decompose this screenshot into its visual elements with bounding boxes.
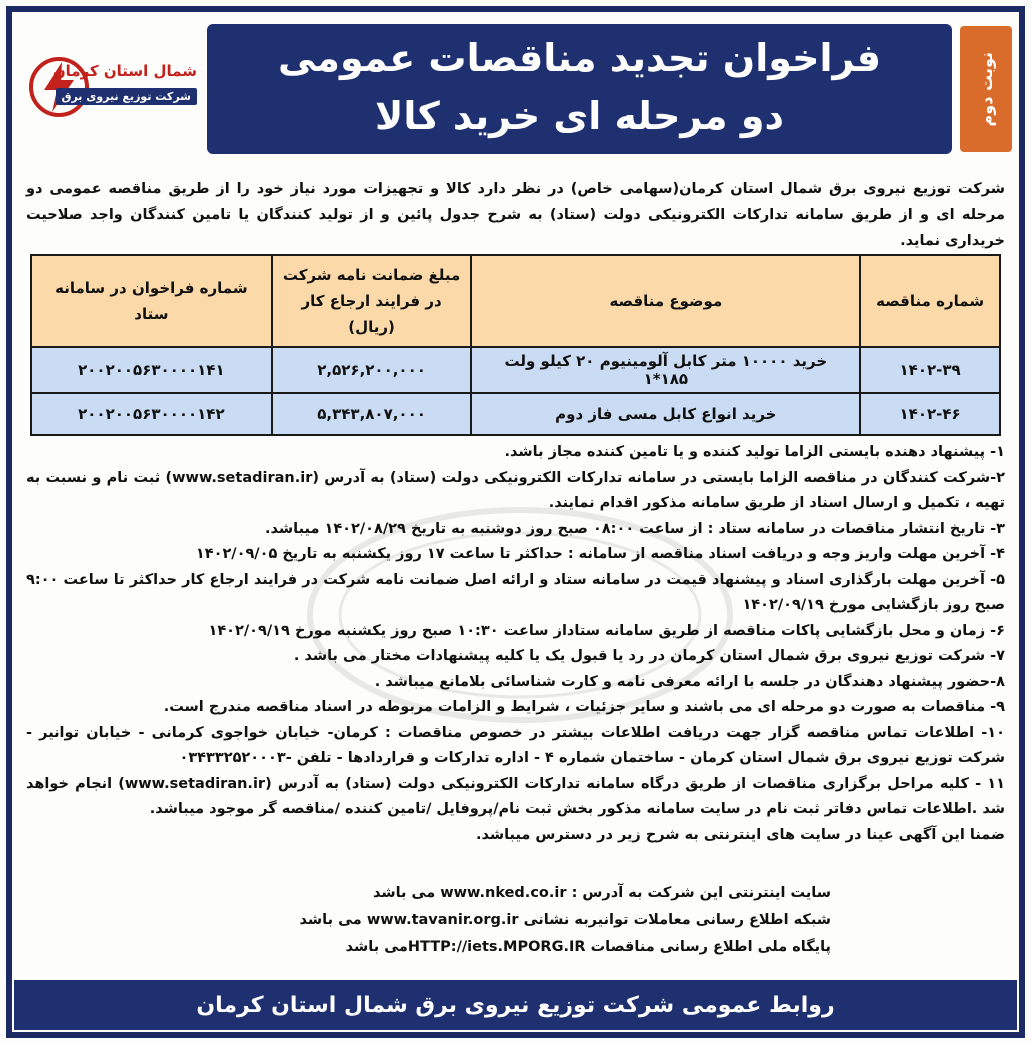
header-tender-subject: موضوع مناقصه bbox=[471, 255, 860, 347]
header-tender-number: شماره مناقصه bbox=[860, 255, 1000, 347]
table-row bbox=[31, 393, 1000, 435]
company-logo bbox=[22, 52, 197, 128]
title-banner bbox=[207, 24, 952, 154]
table-row bbox=[31, 347, 1000, 393]
header bbox=[14, 14, 1017, 164]
turn-badge-label: نوبت دوم bbox=[976, 51, 996, 127]
table-header-row bbox=[31, 255, 1000, 347]
website-line: شبکه اطلاع رسانی معاملات توانیربه نشانی www.tavanir.org.ir می باشد bbox=[299, 912, 831, 928]
page-subtitle: دو مرحله ای خرید کالا bbox=[375, 94, 784, 138]
condition-item: ۹- مناقصات به صورت دو مرحله ای می باشند و سایر جزئیات ، شرایط و الزامات مربوطه در اسناد مناقصه مندرج است. bbox=[163, 699, 1005, 715]
condition-item: ۱- پیشنهاد دهنده بایستی الزاما تولید کننده و یا تامین کننده مجاز باشد. bbox=[504, 444, 1005, 460]
header-guarantee-amount: مبلغ ضمانت نامه شرکت در فرایند ارجاع کار (ریال) bbox=[272, 255, 472, 347]
tender-table bbox=[30, 254, 1001, 436]
website-line: پایگاه ملی اطلاع رسانی مناقصات HTTP://iets.MPORG.IRمی باشد bbox=[345, 939, 831, 955]
condition-item: ضمنا این آگهی عینا در سایت های اینترنتی به شرح زیر در دسترس میباشد. bbox=[475, 826, 1005, 843]
cell-tender-subject: خرید ۱۰۰۰۰ متر کابل آلومینیوم ۲۰ کیلو ولت ۱۸۵*۱ bbox=[471, 347, 860, 393]
website-line: سایت اینترنتی این شرکت به آدرس : www.nked.co.ir می باشد bbox=[372, 885, 831, 901]
cell-tender-number: ۱۴۰۲-۴۶ bbox=[860, 393, 1000, 435]
cell-call-number: ۲۰۰۲۰۰۵۶۳۰۰۰۰۱۴۱ bbox=[31, 347, 272, 393]
header-call-number: شماره فراخوان در سامانه ستاد bbox=[31, 255, 272, 347]
condition-item: ۷- شرکت توزیع نیروی برق شمال استان کرمان در رد یا قبول یک یا کلیه پیشنهادات مختار می باشد . bbox=[293, 648, 1005, 664]
footer-text: روابط عمومی شرکت توزیع نیروی برق شمال استان کرمان bbox=[196, 992, 835, 1018]
condition-item: ۱۱ - کلیه مراحل برگزاری مناقصات از طریق درگاه سامانه تدارکات الکترونیکی دولت (ستاد) به آدرس (www.setadiran.ir) انجام خواهد شد .اطلاعات تماس دفاتر ثبت نام در سایت سامانه مذکور بخش ثبت نام/پروفایل /تامین کننده /مناقصه گر موجود میباشد. bbox=[26, 775, 1005, 817]
cell-guarantee-amount: ۵,۳۴۳,۸۰۷,۰۰۰ bbox=[272, 393, 472, 435]
condition-item: ۸-حضور پیشنهاد دهندگان در جلسه با ارائه معرفی نامه و کارت شناسائی بلامانع میباشد . bbox=[374, 673, 1005, 690]
conditions-list bbox=[26, 440, 1005, 848]
cell-tender-subject: خرید انواع کابل مسی فاز دوم bbox=[471, 393, 860, 435]
logo-name: شمال استان کرمان bbox=[52, 62, 197, 80]
cell-guarantee-amount: ۲,۵۲۶,۲۰۰,۰۰۰ bbox=[272, 347, 472, 393]
turn-badge bbox=[960, 26, 1012, 152]
cell-call-number: ۲۰۰۲۰۰۵۶۳۰۰۰۰۱۴۲ bbox=[31, 393, 272, 435]
condition-item: ۵- آخرین مهلت بارگذاری اسناد و پیشنهاد قیمت در سامانه ستاد و ارائه اصل ضمانت نامه شرکت در فرایند ارجاع کار حداکثر تا ساعت ۹:۰۰ صبح روز بازگشایی مورخ ۱۴۰۲/۰۹/۱۹ bbox=[26, 571, 1005, 613]
condition-item: ۲-شرکت کنندگان در مناقصه الزاما بایستی در سامانه تدارکات الکترونیکی دولت (ستاد) به آدرس (www.setadiran.ir) ثبت نام و نسبت به تهیه ، تکمیل و ارسال اسناد از طریق سامانه مذکور اقدام نمایند. bbox=[26, 469, 1005, 511]
condition-item: ۶- زمان و محل بازگشایی پاکات مناقصه از طریق سامانه ستاداز ساعت ۱۰:۳۰ صبح روز یکشنبه مورخ ۱۴۰۲/۰۹/۱۹ bbox=[208, 622, 1005, 639]
footer-banner bbox=[14, 980, 1017, 1030]
website-list bbox=[200, 880, 831, 961]
condition-item: ۳- تاریخ انتشار مناقصات در سامانه ستاد : از ساعت ۰۸:۰۰ صبح روز دوشنبه به تاریخ ۱۴۰۲/۰۸/۲۹ میباشد. bbox=[265, 520, 1005, 537]
intro-paragraph: شرکت توزیع نیروی برق شمال استان کرمان(سهامی خاص) در نظر دارد کالا و تجهیزات مورد نیاز خود را از طریق مناقصه عمومی دو مرحله ای و از طریق سامانه تدارکات الکترونیکی دولت (ستاد) به شرح جدول پائین و از تولید کنندگان یا تامین کنندگان واجد صلاحیت خریداری نماید. bbox=[26, 181, 1005, 249]
condition-item: ۱۰- اطلاعات تماس مناقصه گزار جهت دریافت اطلاعات بیشتر در خصوص مناقصات : کرمان- خیابان خواجوی کرمانی - خیابان توانیر - شرکت توزیع نیروی برق شمال استان کرمان - ساختمان شماره ۴ - اداره تدارکات و قراردادها - تلفن -۰۳۴۳۳۲۵۲۰۰۰۳ bbox=[26, 724, 1005, 766]
cell-tender-number: ۱۴۰۲-۳۹ bbox=[860, 347, 1000, 393]
logo-subtitle: شرکت توزیع نیروی برق bbox=[56, 88, 197, 105]
condition-item: ۴- آخرین مهلت واریز وجه و دریافت اسناد مناقصه از سامانه : حداکثر تا ساعت ۱۷ روز یکشنبه به تاریخ ۱۴۰۲/۰۹/۰۵ bbox=[195, 546, 1005, 562]
page-title: فراخوان تجدید مناقصات عمومی bbox=[277, 36, 882, 80]
